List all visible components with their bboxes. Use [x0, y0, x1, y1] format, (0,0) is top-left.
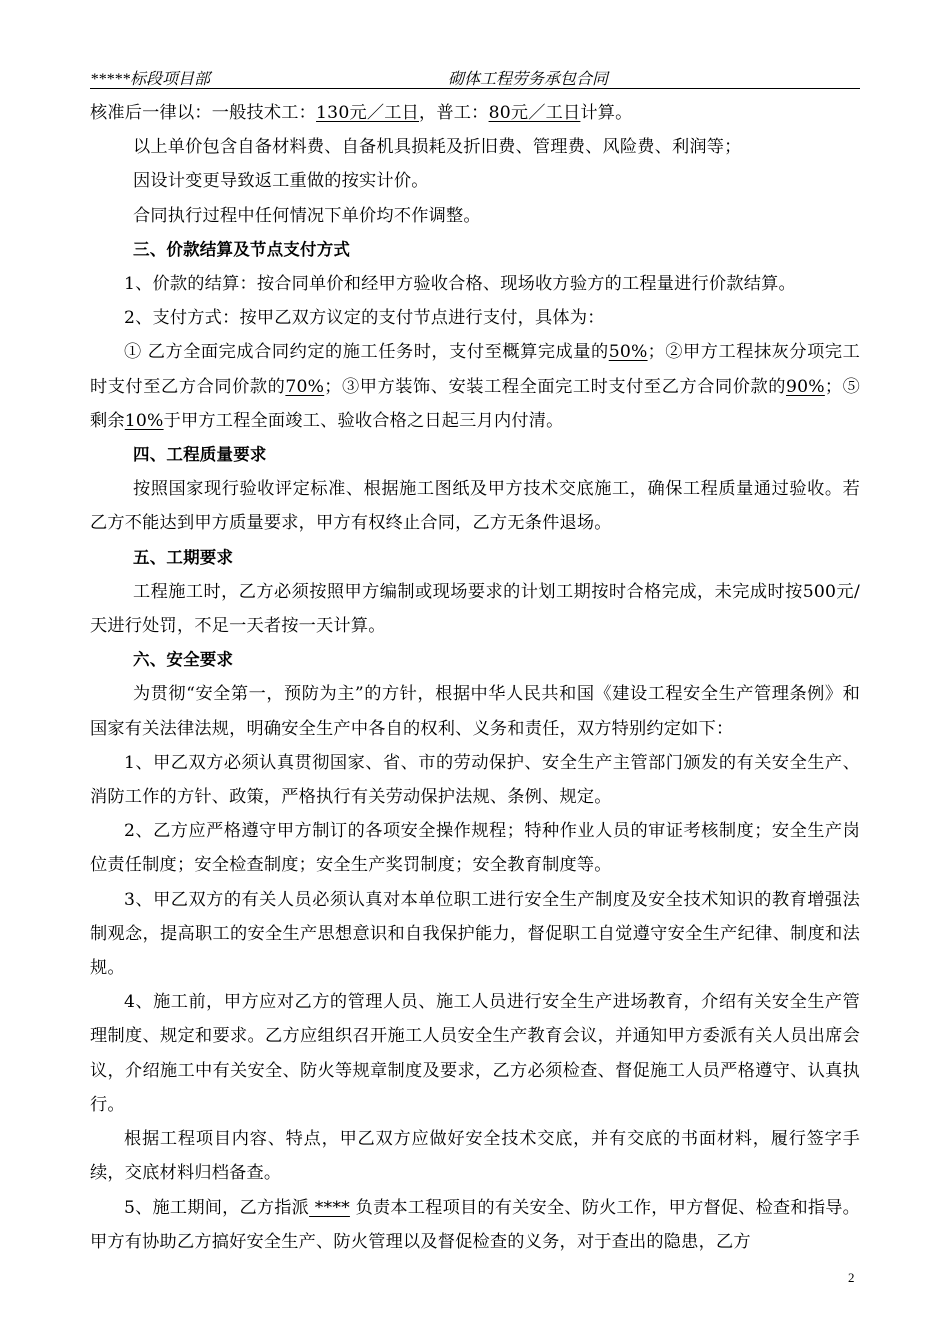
heading-section-5: 五、工期要求 [133, 547, 234, 567]
paragraph-schedule: 工程施工时，乙方必须按照甲方编制或现场要求的计划工期按时合格完成，未完成时按500元/天进行处罚，不足一天者按一天计算。 [90, 581, 860, 637]
header-center: 砌体工程劳务承包合同 [448, 71, 609, 88]
paragraph-safety-5: 5、施工期间，乙方指派 **** 负责本工程项目的有关安全、防火工作，甲方督促、检查和指导。甲方有协助乙方搞好安全生产、防火管理以及督促检查的义务，对于查出的隐患，乙方 [90, 1197, 861, 1252]
paragraph-safety-3: 3、甲乙双方的有关人员必须认真对本单位职工进行安全生产制度及安全技术知识的教育增强法制观念，提高职工的安全生产思想意识和自我保护能力，督促职工自觉遵守安全生产纪律、制度和法规。 [90, 889, 860, 979]
paragraph-safety-4: 4、施工前，甲方应对乙方的管理人员、施工人员进行安全生产进场教育，介绍有关安全生产管理制度、规定和要求。乙方应组织召开施工人员安全生产教育会议，并通知甲方委派有关人员出席会议，介绍施工中有关安全、防火等规章制度及要求，乙方必须检查、督促施工人员严格遵守、认真执行。 [90, 992, 860, 1115]
document-body [90, 96, 860, 1259]
page-number: 2 [848, 1270, 855, 1285]
paragraph-price-includes: 以上单价包含自备材料费、自备机具损耗及折旧费、管理费、风险费、利润等； [133, 137, 742, 158]
paragraph-safety-2: 2、乙方应严格遵守甲方制订的各项安全操作规程；特种作业人员的审证考核制度；安全生产岗位责任制度；安全检查制度；安全生产奖罚制度；安全教育制度等。 [90, 821, 860, 876]
paragraph-safety-1: 1、甲乙双方必须认真贯彻国家、省、市的劳动保护、安全生产主管部门颁发的有关安全生产、消防工作的方针、政策，严格执行有关劳动保护法规、条例、规定。 [90, 752, 860, 808]
paragraph-design-change: 因设计变更导致返工重做的按实计价。 [133, 171, 429, 192]
header-divider [90, 88, 860, 89]
paragraph-settlement: 1、价款的结算：按合同单价和经甲方验收合格、现场收方验方的工程量进行价款结算。 [124, 274, 796, 295]
page-header [90, 64, 860, 88]
header-left: *****标段项目部 [90, 71, 211, 88]
paragraph-payment-nodes: ① 乙方全面完成合同约定的施工任务时，支付至概算完成量的50%；②甲方工程抹灰分项完工时支付至乙方合同价款的70%；③甲方装饰、安装工程全面完工时支付至乙方合同价款的90%；⑤剩余10%于甲方工程全面竣工、验收合格之日起三月内付清。 [90, 342, 860, 431]
paragraph-price-rates: 核准后一律以：一般技术工：130元／工日，普工：80元／工日计算。 [90, 103, 633, 123]
paragraph-safety-disclosure: 根据工程项目内容、特点，甲乙双方应做好安全技术交底，并有交底的书面材料，履行签字手续，交底材料归档备查。 [90, 1129, 860, 1184]
heading-section-3: 三、价款结算及节点支付方式 [133, 239, 351, 259]
paragraph-quality: 按照国家现行验收评定标准、根据施工图纸及甲方技术交底施工，确保工程质量通过验收。若乙方不能达到甲方质量要求，甲方有权终止合同，乙方无条件退场。 [90, 479, 860, 534]
paragraph-no-adjust: 合同执行过程中任何情况下单价均不作调整。 [133, 205, 481, 226]
heading-section-6: 六、安全要求 [133, 650, 234, 670]
heading-section-4: 四、工程质量要求 [133, 445, 267, 465]
paragraph-safety-intro: 为贯彻“安全第一，预防为主”的方针，根据中华人民共和国《建设工程安全生产管理条例》和国家有关法律法规，明确安全生产中各自的权利、义务和责任，双方特别约定如下： [90, 684, 860, 739]
paragraph-payment-method: 2、支付方式：按甲乙双方议定的支付节点进行支付，具体为： [124, 308, 605, 329]
